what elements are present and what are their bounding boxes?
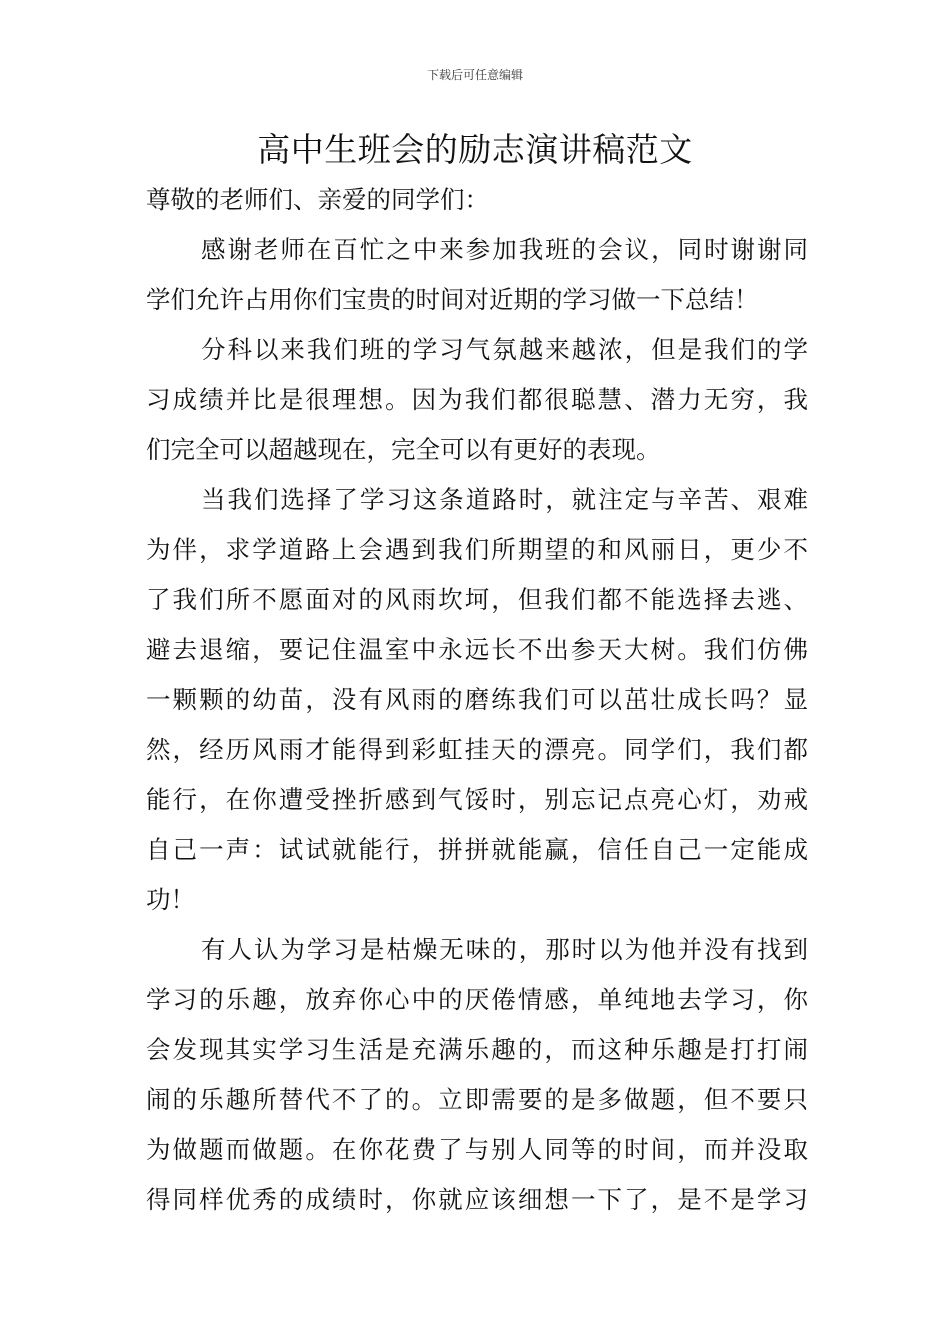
text-line: 为伴，求学道路上会遇到我们所期望的和风丽日，更少不 [146, 535, 808, 564]
document-title: 高中生班会的励志演讲稿范文 [257, 130, 693, 169]
text-line: 们完全可以超越现在，完全可以有更好的表现。 [146, 435, 661, 464]
text-line: 习成绩并比是很理想。因为我们都很聪慧、潜力无穷，我 [146, 385, 808, 414]
text-line: 感谢老师在百忙之中来参加我班的会议，同时谢谢同 [201, 235, 808, 264]
text-line: 分科以来我们班的学习气氛越来越浓，但是我们的学 [201, 335, 808, 364]
text-line: 尊敬的老师们、亲爱的同学们： [146, 185, 489, 214]
text-line: 为做题而做题。在你花费了与别人同等的时间，而并没取 [146, 1135, 808, 1164]
text-line: 学习的乐趣，放弃你心中的厌倦情感，单纯地去学习，你 [146, 985, 808, 1014]
text-line: 当我们选择了学习这条道路时，就注定与辛苦、艰难 [201, 485, 808, 514]
text-line: 避去退缩，要记住温室中永远长不出参天大树。我们仿佛 [146, 635, 808, 664]
text-line: 有人认为学习是枯燥无味的，那时以为他并没有找到 [201, 935, 808, 964]
text-line: 然，经历风雨才能得到彩虹挂天的漂亮。同学们，我们都 [146, 735, 808, 764]
text-line: 闹的乐趣所替代不了的。立即需要的是多做题，但不要只 [146, 1085, 808, 1114]
text-line: 一颗颗的幼苗，没有风雨的磨练我们可以茁壮成长吗？显 [146, 685, 808, 714]
text-line: 功！ [146, 885, 195, 914]
text-line: 了我们所不愿面对的风雨坎坷，但我们都不能选择去逃、 [146, 585, 808, 614]
body-text [146, 175, 808, 1225]
header-note: 下载后可任意编辑 [426, 68, 523, 82]
text-line: 得同样优秀的成绩时，你就应该细想一下了，是不是学习 [146, 1185, 808, 1214]
text-line: 会发现其实学习生活是充满乐趣的，而这种乐趣是打打闹 [146, 1035, 808, 1064]
text-line: 自己一声：试试就能行，拼拼就能赢，信任自己一定能成 [146, 835, 808, 864]
text-line: 能行，在你遭受挫折感到气馁时，别忘记点亮心灯，劝戒 [146, 785, 808, 814]
text-line: 学们允许占用你们宝贵的时间对近期的学习做一下总结！ [146, 285, 759, 314]
